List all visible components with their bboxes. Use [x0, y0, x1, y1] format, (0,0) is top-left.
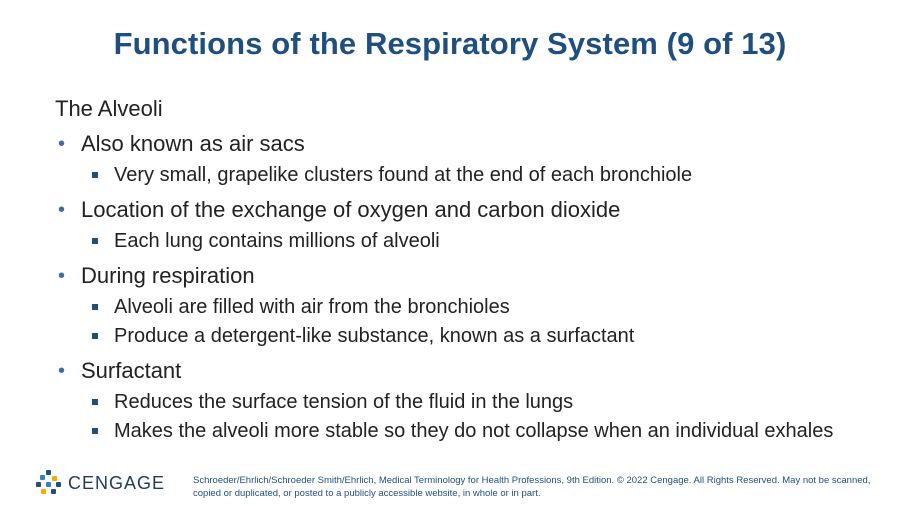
sub-bullet-item — [55, 390, 865, 414]
bullet-text: Also known as air sacs — [81, 131, 305, 156]
sub-bullet-item — [55, 324, 865, 348]
sub-bullet-item — [55, 163, 865, 187]
bullet-group — [55, 357, 865, 443]
sub-bullet-text: Reduces the surface tension of the fluid in the lungs — [114, 391, 574, 413]
sub-bullet-text: Alveoli are filled with air from the bronchioles — [114, 296, 510, 318]
bullet-dot-icon: • — [58, 265, 66, 287]
sub-bullet-text: Produce a detergent-like substance, known as a surfactant — [114, 325, 635, 347]
sub-bullet-item — [55, 419, 865, 443]
square-bullet-icon — [92, 238, 98, 244]
square-bullet-icon — [92, 333, 98, 339]
sub-bullet-text: Very small, grapelike clusters found at the end of each bronchiole — [114, 164, 693, 186]
cengage-logo — [36, 470, 165, 496]
bullet-group — [55, 130, 865, 187]
section-subhead: The Alveoli — [55, 96, 163, 121]
bullet-text: Surfactant — [81, 358, 182, 383]
bullet-group — [55, 196, 865, 253]
sub-bullet-item — [55, 229, 865, 253]
sub-bullet-item — [55, 295, 865, 319]
square-bullet-icon — [92, 428, 98, 434]
square-bullet-icon — [92, 399, 98, 405]
bullet-text: Location of the exchange of oxygen and carbon dioxide — [81, 197, 621, 222]
bullet-dot-icon: • — [58, 199, 66, 221]
slide-title: Functions of the Respiratory System (9 of 13) — [113, 26, 787, 61]
bullet-text: During respiration — [81, 263, 255, 288]
square-bullet-icon — [92, 304, 98, 310]
bullet-item — [55, 357, 865, 385]
bullet-group — [55, 262, 865, 348]
square-bullet-icon — [92, 172, 98, 178]
bullet-dot-icon: • — [58, 360, 66, 382]
bullet-item — [55, 130, 865, 158]
bullet-item — [55, 196, 865, 224]
bullet-list — [55, 130, 865, 443]
cengage-logo-icon — [36, 470, 62, 496]
sub-bullet-text: Each lung contains millions of alveoli — [114, 230, 440, 252]
bullet-dot-icon: • — [58, 133, 66, 155]
sub-bullet-text: Makes the alveoli more stable so they do not collapse when an individual exhales — [114, 420, 834, 442]
bullet-item — [55, 262, 865, 290]
copyright-notice: Schroeder/Ehrlich/Schroeder Smith/Ehrlich, Medical Terminology for Health Professions, 9th Edition. © 2022 Cengage. All Rights Reserved. May not be scanned, copied or duplicated, or posted to a publicly accessible website, in whole or in part. — [193, 475, 871, 499]
logo-wordmark: CENGAGE — [68, 472, 166, 493]
